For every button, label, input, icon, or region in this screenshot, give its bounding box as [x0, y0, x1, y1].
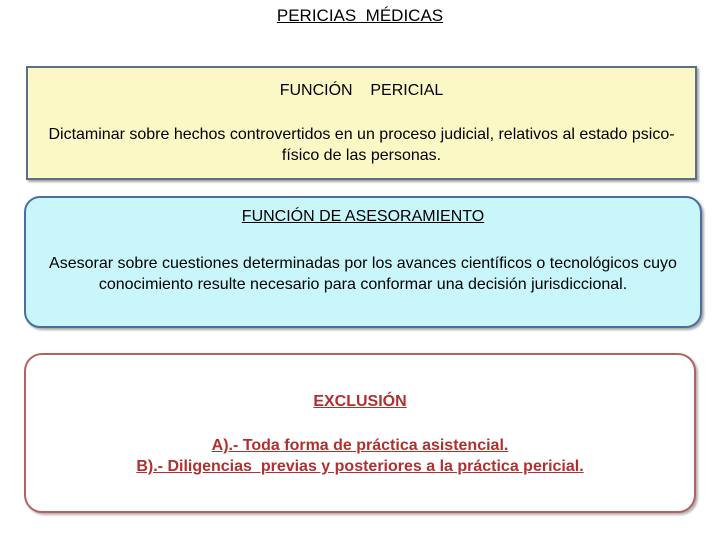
- exclusion-heading: EXCLUSIÓN: [313, 393, 407, 410]
- page-title: PERICIAS MÉDICAS: [276, 6, 444, 25]
- funcion-asesoramiento-box: [24, 196, 702, 328]
- funcion-asesoramiento-text: Asesorar sobre cuestiones determinadas por los avances científicos o tecnológicos cuyo conocimiento resulte necesario para conformar una decisión jurisdiccional.: [49, 255, 677, 293]
- funcion-asesoramiento-heading: FUNCIÓN DE ASESORAMIENTO: [241, 208, 485, 225]
- exclusion-item-a: A).- Toda forma de práctica asistencial.: [211, 437, 509, 454]
- funcion-pericial-box: [26, 66, 697, 180]
- exclusion-box: [24, 353, 696, 513]
- exclusion-item-b: B).- Diligencias previas y posteriores a la práctica pericial.: [136, 458, 584, 475]
- funcion-pericial-text: Dictaminar sobre hechos controvertidos en un proceso judicial, relativos al estado psico-físico de las personas.: [48, 126, 675, 164]
- funcion-pericial-heading: FUNCIÓN PERICIAL: [279, 82, 444, 99]
